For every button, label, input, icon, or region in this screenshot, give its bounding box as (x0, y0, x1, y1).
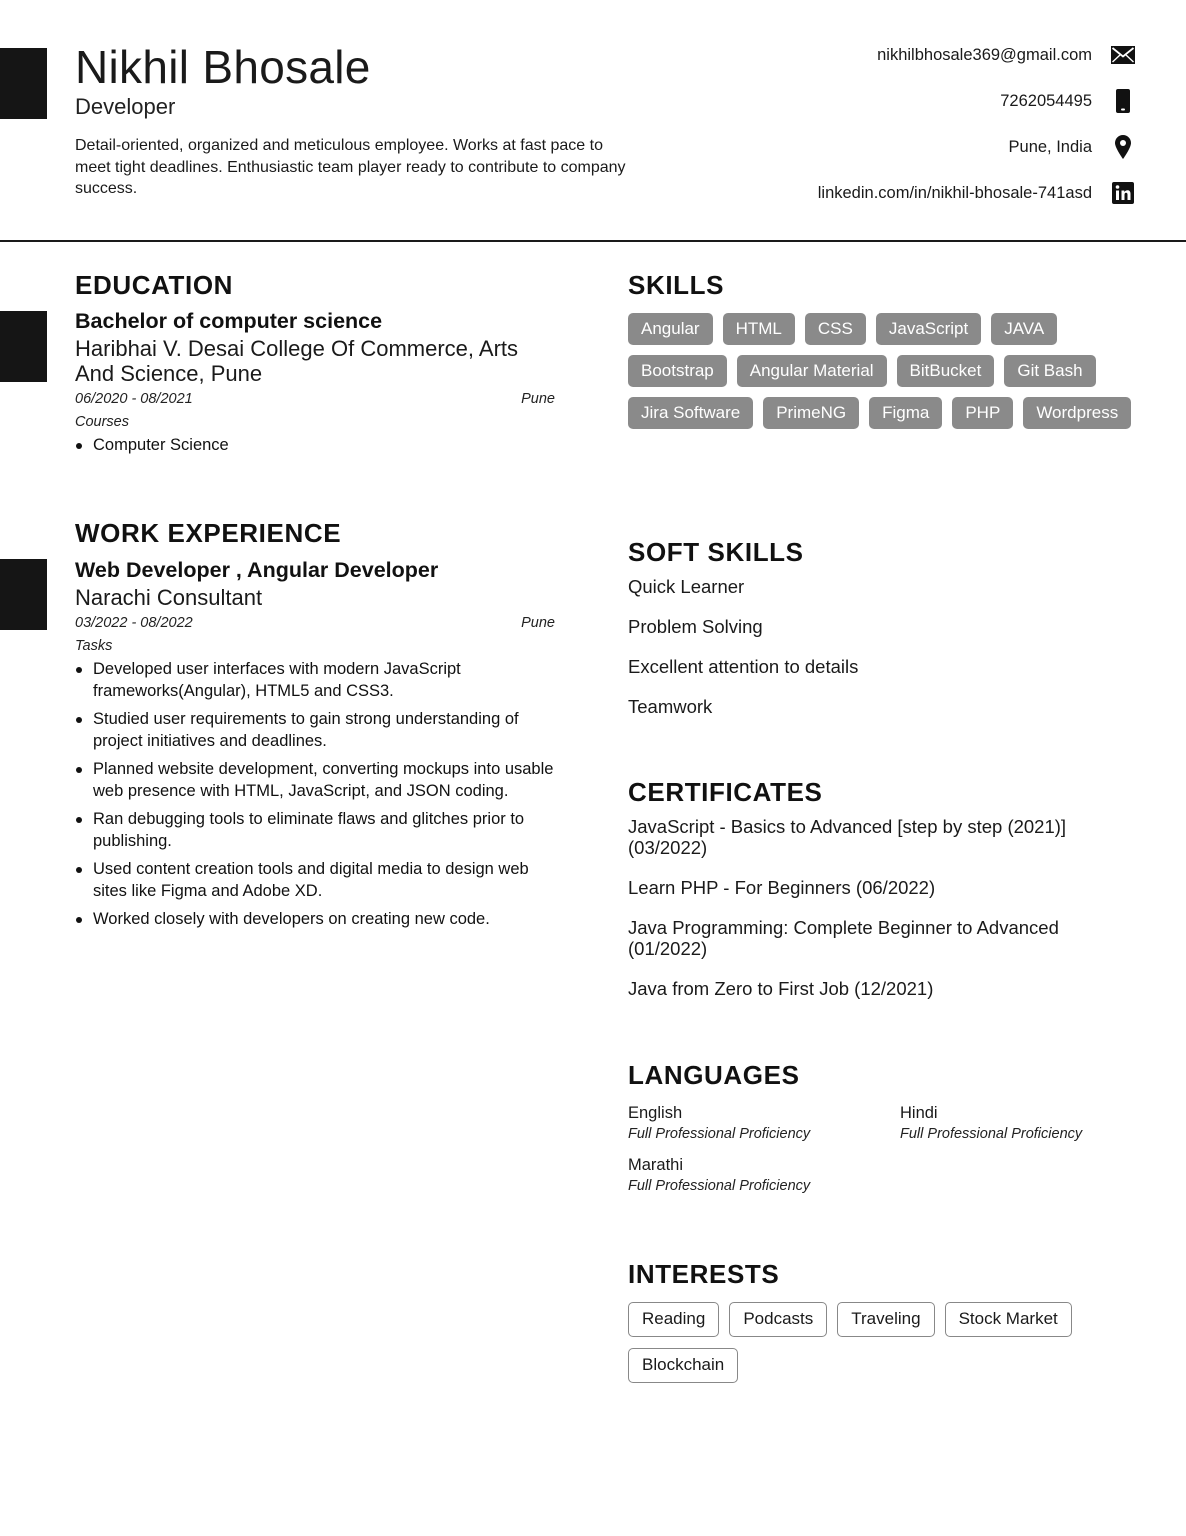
education-accent-bar (0, 311, 47, 382)
education-heading: EDUCATION (75, 270, 234, 300)
skill-tag: HTML (723, 313, 795, 345)
contact-email[interactable] (536, 42, 1136, 68)
task-list (75, 659, 555, 931)
list-item: Teamwork (628, 696, 713, 717)
language-level: Full Professional Proficiency (900, 1126, 1083, 1142)
skill-tag: Jira Software (628, 397, 753, 429)
soft-skills-list (628, 576, 1128, 736)
soft-skills-heading: SOFT SKILLS (628, 537, 804, 567)
list-item: Planned website development, converting mockups into usable web presence with HTML, JavaScript, and JSON coding. (75, 759, 555, 802)
candidate-role: Developer (75, 94, 176, 119)
language-name: English (628, 1104, 683, 1122)
list-item: Problem Solving (628, 616, 763, 637)
position-title: Web Developer , Angular Developer (75, 558, 439, 582)
language-level: Full Professional Proficiency (628, 1126, 811, 1142)
skill-tag: JavaScript (876, 313, 981, 345)
course-list (75, 435, 555, 457)
education-dates: 06/2020 - 08/2021 (75, 391, 193, 407)
skill-tag: Bootstrap (628, 355, 727, 387)
skill-tag: CSS (805, 313, 866, 345)
location-text: Pune, India (1008, 137, 1092, 156)
list-item: Excellent attention to details (628, 656, 859, 677)
phone-text[interactable]: 7262054495 (1000, 91, 1092, 110)
list-item: Worked closely with developers on creating new code. (75, 909, 555, 931)
list-item: Computer Science (75, 435, 555, 457)
experience-location: Pune (521, 615, 555, 631)
skill-tag: JAVA (991, 313, 1057, 345)
list-item: Ran debugging tools to eliminate flaws and glitches prior to publishing. (75, 809, 555, 852)
education-meta (75, 391, 555, 407)
language-item (628, 1156, 900, 1194)
skill-tag: Angular (628, 313, 713, 345)
interests-tags (628, 1302, 1148, 1394)
candidate-name: Nikhil Bhosale (75, 41, 371, 93)
language-level: Full Professional Proficiency (628, 1178, 811, 1194)
education-entry (75, 308, 555, 464)
list-item: JavaScript - Basics to Advanced [step by step (2021)] (03/2022) (628, 816, 1067, 858)
skills-heading: SKILLS (628, 270, 725, 300)
school-name: Haribhai V. Desai College Of Commerce, Arts And Science, Pune (75, 336, 519, 386)
list-item: Used content creation tools and digital media to design web sites like Figma and Adobe XD. (75, 859, 555, 902)
tasks-label: Tasks (75, 638, 113, 654)
skill-tag: PrimeNG (763, 397, 859, 429)
certificates-list (628, 816, 1108, 1018)
languages-heading: LANGUAGES (628, 1060, 800, 1090)
degree-title: Bachelor of computer science (75, 309, 383, 333)
company-name: Narachi Consultant (75, 585, 263, 610)
contact-list (536, 42, 1136, 226)
location-pin-icon (1110, 134, 1136, 160)
header-divider (0, 240, 1186, 242)
education-location: Pune (521, 391, 555, 407)
experience-accent-bar (0, 559, 47, 630)
interest-tag: Blockchain (628, 1348, 738, 1383)
list-item: Studied user requirements to gain strong understanding of project initiatives and deadlines. (75, 709, 555, 752)
linkedin-text[interactable]: linkedin.com/in/nikhil-bhosale-741asd (817, 183, 1092, 202)
linkedin-icon (1110, 180, 1136, 206)
contact-linkedin[interactable] (536, 180, 1136, 206)
skill-tag: Git Bash (1004, 355, 1095, 387)
interests-heading: INTERESTS (628, 1259, 780, 1289)
skill-tag: Figma (869, 397, 942, 429)
header-accent-bar (0, 48, 47, 119)
contact-phone[interactable] (536, 88, 1136, 114)
interest-tag: Podcasts (729, 1302, 827, 1337)
skill-tag: BitBucket (897, 355, 995, 387)
experience-dates: 03/2022 - 08/2022 (75, 615, 193, 631)
language-name: Hindi (900, 1104, 938, 1122)
language-item (628, 1104, 900, 1142)
courses-label: Courses (75, 414, 129, 430)
interest-tag: Reading (628, 1302, 719, 1337)
experience-entry (75, 557, 555, 938)
interest-tag: Traveling (837, 1302, 934, 1337)
skills-tags (628, 313, 1148, 439)
list-item: Quick Learner (628, 576, 745, 597)
list-item: Java Programming: Complete Beginner to Advanced (01/2022) (628, 917, 1059, 959)
skill-tag: Wordpress (1023, 397, 1131, 429)
language-item (900, 1104, 1148, 1142)
languages-list (628, 1104, 1148, 1194)
profile-summary: Detail-oriented, organized and meticulous employee. Works at fast pace to meet tight deadlines. Enthusiastic team player ready to contribute to company success. (75, 137, 626, 197)
language-name: Marathi (628, 1156, 684, 1174)
skill-tag: PHP (952, 397, 1013, 429)
interest-tag: Stock Market (945, 1302, 1072, 1337)
phone-icon (1110, 88, 1136, 114)
list-item: Java from Zero to First Job (12/2021) (628, 978, 934, 999)
skill-tag: Angular Material (737, 355, 887, 387)
experience-meta (75, 615, 555, 631)
mail-icon (1110, 42, 1136, 68)
contact-location (536, 134, 1136, 160)
email-text[interactable]: nikhilbhosale369@gmail.com (877, 45, 1092, 64)
list-item: Learn PHP - For Beginners (06/2022) (628, 877, 936, 898)
list-item: Developed user interfaces with modern JavaScript frameworks(Angular), HTML5 and CSS3. (75, 659, 555, 702)
experience-heading: WORK EXPERIENCE (75, 518, 342, 548)
certificates-heading: CERTIFICATES (628, 777, 823, 807)
